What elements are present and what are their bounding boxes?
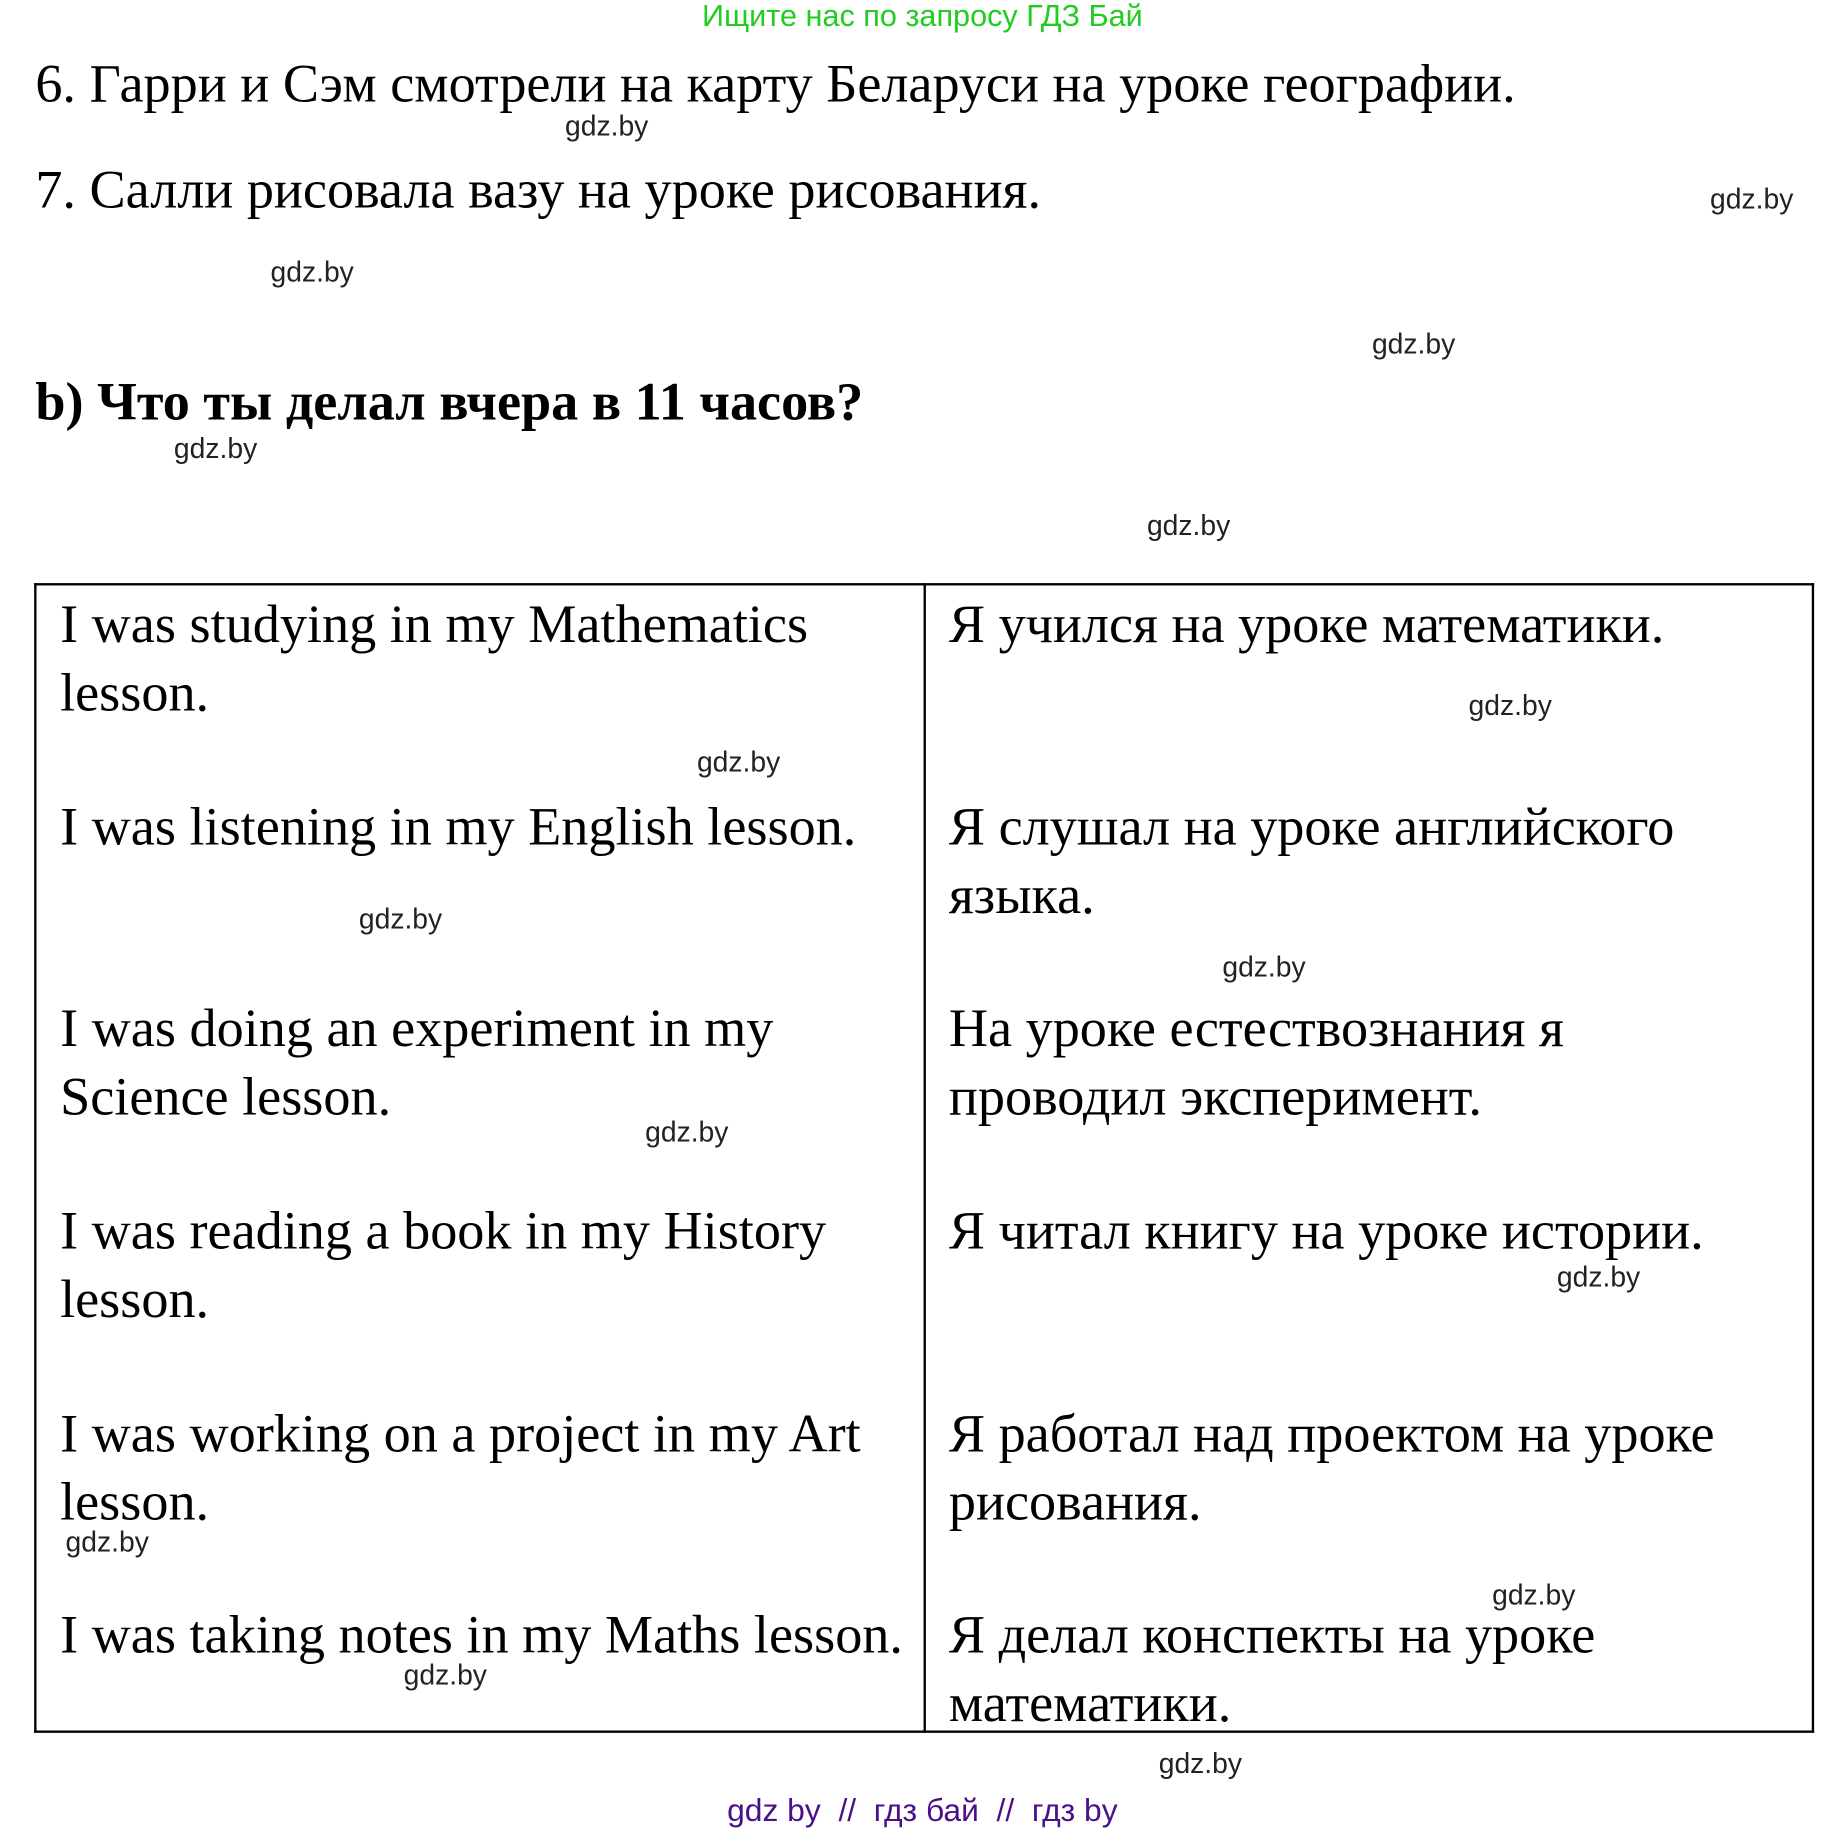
watermark: gdz.by: [1492, 1579, 1576, 1612]
sentence-7: 7. Салли рисовала вазу на уроке рисования.: [35, 159, 1042, 220]
watermark: gdz.by: [173, 433, 258, 466]
search-banner: Ищите нас по запросу ГДЗ Бай: [701, 0, 1143, 33]
english-sentence: I was doing an experiment in my Science lesson.: [60, 997, 774, 1127]
watermark: gdz.by: [1158, 1748, 1243, 1780]
watermark: gdz.by: [403, 1659, 487, 1692]
russian-sentence: Я делал конспекты на уроке математики.: [948, 1604, 1596, 1733]
watermark: gdz.by: [270, 256, 354, 289]
english-sentence: I was reading a book in my History lesson.: [60, 1200, 827, 1329]
watermark: gdz.by: [1710, 183, 1794, 216]
russian-sentence: Я слушал на уроке английского языка.: [948, 796, 1675, 925]
watermark: gdz.by: [65, 1526, 149, 1559]
watermark: gdz.by: [1222, 951, 1306, 984]
russian-sentence: Я читал книгу на уроке истории.: [948, 1200, 1704, 1261]
section-heading: b) Что ты делал вчера в 11 часов?: [35, 371, 864, 432]
watermark: gdz.by: [696, 746, 781, 779]
russian-sentence: На уроке естествознания я проводил эксперимент.: [948, 997, 1564, 1127]
english-column: [35, 584, 924, 1731]
watermark: gdz.by: [645, 1116, 729, 1149]
english-sentence: I was listening in my English lesson.: [60, 796, 857, 857]
watermark: gdz.by: [1468, 690, 1552, 723]
russian-column: [924, 584, 1813, 1731]
watermark: gdz.by: [565, 110, 649, 143]
sentence-6: 6. Гарри и Сэм смотрели на карту Беларуси на уроке географии.: [35, 53, 1516, 114]
russian-sentence: Я учился на уроке математики.: [948, 593, 1665, 654]
watermark: gdz.by: [1556, 1261, 1641, 1294]
english-sentence: I was working on a project in my Art lesson.: [60, 1402, 861, 1532]
english-sentence: I was taking notes in my Maths lesson.: [60, 1604, 903, 1665]
footer-links: gdz by // гдз бай // гдз by: [727, 1792, 1118, 1829]
russian-sentence: Я работал над проектом на уроке рисования.: [948, 1402, 1715, 1532]
translation-table: [34, 583, 1814, 1733]
watermark: gdz.by: [358, 903, 443, 936]
watermark: gdz.by: [1371, 328, 1456, 361]
watermark: gdz.by: [1146, 510, 1231, 542]
english-sentence: I was studying in my Mathematics lesson.: [60, 593, 809, 723]
